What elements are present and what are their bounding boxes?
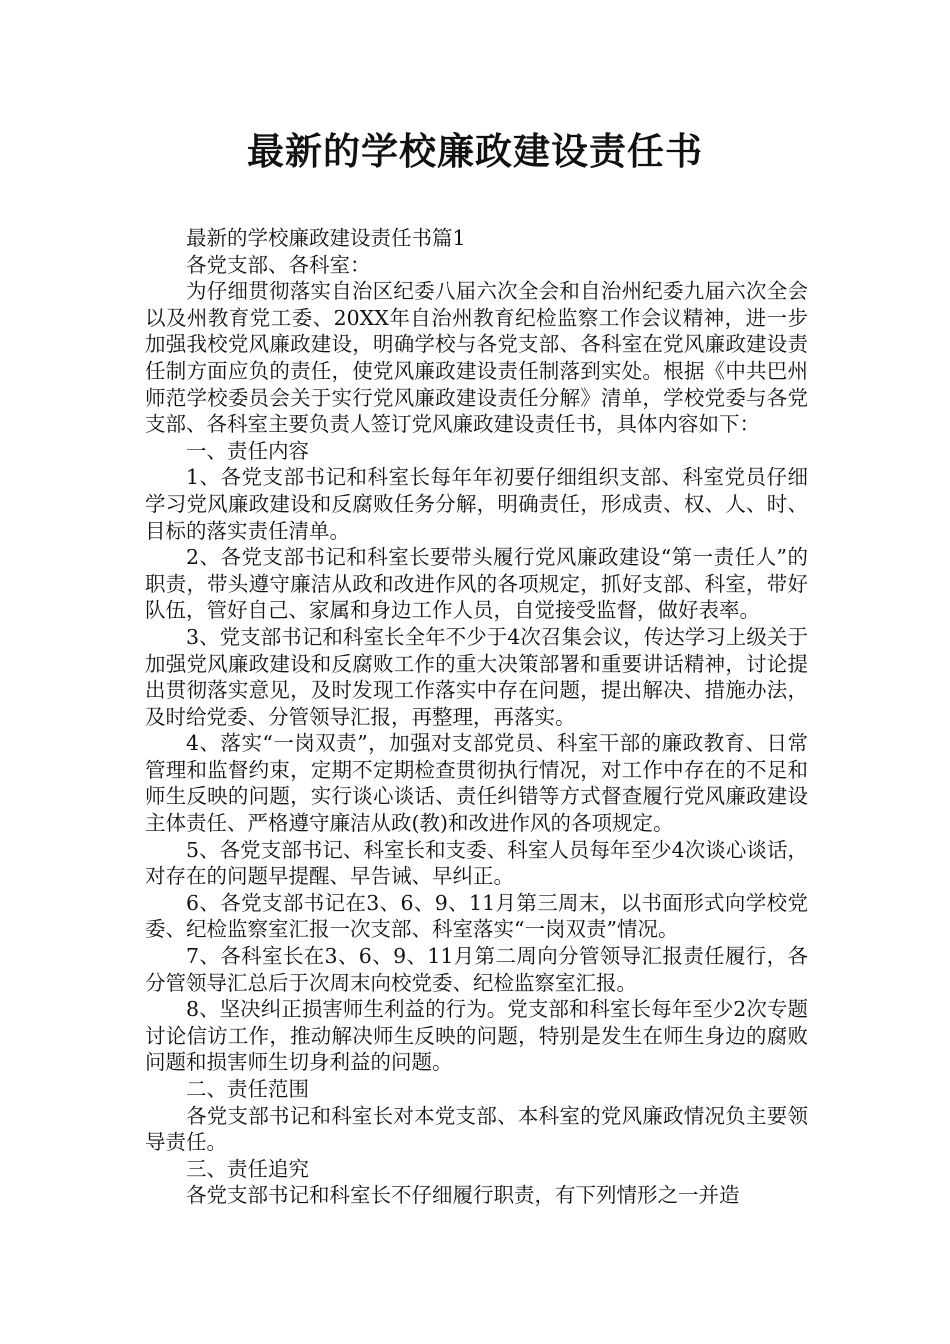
section-heading-content: 一、责任内容 xyxy=(186,438,309,463)
document-title: 最新的学校廉政建设责任书 xyxy=(247,130,703,173)
list-item: 4、落实“一岗双责”，加强对支部党员、科室干部的廉政教育、日常管理和监督约束，定期不定期检查贯彻执行情况，对工作中存在的不足和师生反映的问题，实行谈心谈话、责任纠错等方式督查履行党风廉政建设主体责任、严格遵守廉洁从政(教)和改进作风的各项规定。 xyxy=(145,731,808,836)
list-item: 8、坚决纠正损害师生利益的行为。党支部和科室长每年至少2次专题讨论信访工作，推动解决师生反映的问题，特别是发生在师生身边的腐败问题和损害师生切身利益的问题。 xyxy=(145,997,808,1075)
document-body xyxy=(145,225,808,1209)
list-item: 3、党支部书记和科室长全年不少于4次召集会议，传达学习上级关于加强党风廉政建设和反腐败工作的重大决策部署和重要讲话精神，讨论提出贯彻落实意见，及时发现工作落实中存在问题，提出解决、措施办法，及时给党委、分管领导汇报，再整理，再落实。 xyxy=(145,624,808,729)
subtitle: 最新的学校廉政建设责任书篇1 xyxy=(186,226,466,250)
accountability-paragraph: 各党支部书记和科室长不仔细履行职责，有下列情形之一并造 xyxy=(186,1183,740,1208)
list-item: 2、各党支部书记和科室长要带头履行党风廉政建设“第一责任人”的职责，带头遵守廉洁从政和改进作风的各项规定，抓好支部、科室，带好队伍，管好自己、家属和身边工作人员，自觉接受监督，做好表率。 xyxy=(145,545,808,623)
section-heading-scope: 二、责任范围 xyxy=(186,1077,309,1101)
intro-paragraph: 为仔细贯彻落实自治区纪委八届六次全会和自治州纪委九届六次全会以及州教育党工委、20XX年自治州教育纪检监察工作会议精神，进一步加强我校党风廉政建设，明确学校与各党支部、各科室在党风廉政建设责任制方面应负的责任，使党风廉政建设责任制落到实处。根据《中共巴州师范学校委员会关于实行党风廉政建设责任分解》清单，学校党委与各党支部、各科室主要负责人签订党风廉政建设责任书，具体内容如下： xyxy=(145,279,808,437)
list-item: 1、各党支部书记和科室长每年年初要仔细组织支部、科室党员仔细学习党风廉政建设和反腐败任务分解，明确责任，形成责、权、人、时、目标的落实责任清单。 xyxy=(145,465,808,543)
list-item: 5、各党支部书记、科室长和支委、科室人员每年至少4次谈心谈话，对存在的问题早提醒、早告诫、早纠正。 xyxy=(145,837,808,889)
scope-paragraph: 各党支部书记和科室长对本党支部、本科室的党风廉政情况负主要领导责任。 xyxy=(145,1103,808,1155)
section-heading-accountability: 三、责任追究 xyxy=(186,1156,309,1181)
list-item: 7、各科室长在3、6、9、11月第二周向分管领导汇报责任履行，各分管领导汇总后于次周末向校党委、纪检监察室汇报。 xyxy=(145,944,808,995)
list-item: 6、各党支部书记在3、6、9、11月第三周末，以书面形式向学校党委、纪检监察室汇报一次支部、科室落实“一岗双责”情况。 xyxy=(145,890,808,942)
salutation: 各党支部、各科室： xyxy=(186,252,371,277)
